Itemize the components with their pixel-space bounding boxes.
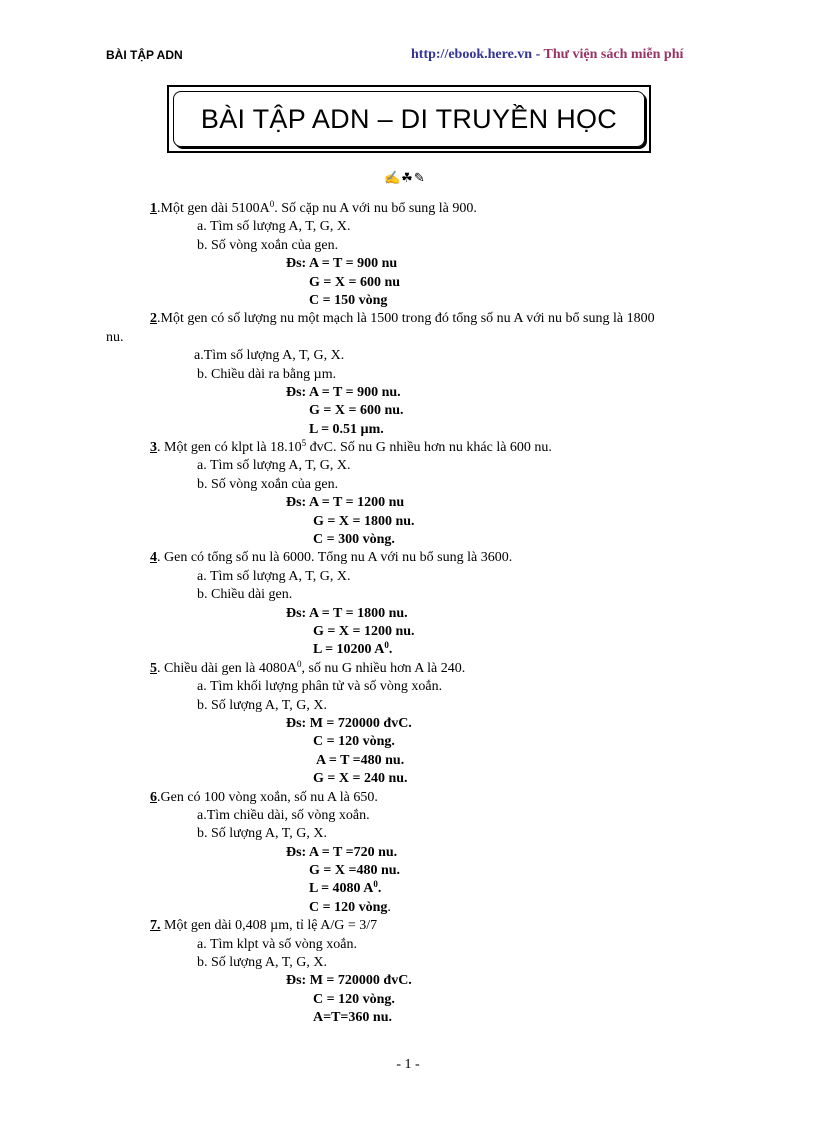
header-library-text: Thư viện sách miễn phí [543,47,684,62]
exercise-1-answer-2: G = X = 600 nu [309,274,401,290]
page-number: - 1 - [396,1057,420,1072]
exercise-2-question-cont: nu. [106,329,124,345]
answer-text-end: . [388,642,393,658]
exercise-7-part-b: b. Số lượng A, T, G, X. [197,955,327,971]
exercise-6-text: .Gen có 100 vòng xoắn, số nu A là 650. [157,789,378,805]
page-title: BÀI TẬP ADN – DI TRUYỀN HỌC [200,103,618,134]
exercise-5-answer-1: Đs: M = 720000 đvC. [286,715,412,731]
exercise-3-question [0,439,816,457]
superscript: 0 [296,658,302,669]
exercise-2-number: 2 [150,311,157,327]
exercise-1-answer-1: Đs: A = T = 900 nu [286,256,398,272]
exercise-6-number: 6 [150,789,157,805]
exercise-1-number: 1 [150,201,157,216]
exercise-3-part-a: a. Tìm số lượng A, T, G, X. [197,458,351,474]
exercise-7-answer-3: A=T=360 nu. [313,1010,392,1026]
answer-text: L = 10200 A [313,642,385,658]
exercise-3-number: 3 [150,440,157,456]
exercise-2-part-b: b. Chiều dài ra bằng µm. [197,366,337,382]
exercise-6-answer-3 [0,880,816,898]
exercise-3-text: . Một gen có klpt là 18.10 [157,440,302,456]
header-doc-title: BÀI TẬP ADN [106,48,183,62]
superscript: 0 [373,879,378,890]
answer-text-end: . [377,881,382,897]
exercise-5-number: 5 [150,660,157,676]
exercise-7-number: 7. [150,918,161,934]
exercise-6-answer-1: Đs: A = T =720 nu. [286,844,398,860]
exercise-6-question [0,789,816,807]
exercise-6-answer-2: G = X =480 nu. [309,863,401,879]
exercise-2-question [0,310,816,328]
exercise-3-answer-3: C = 300 vòng. [313,532,395,548]
exercise-1-text-end: . Số cặp nu A với nu bổ sung là 900. [274,201,477,216]
exercise-5-answer-4: G = X = 240 nu. [313,771,408,787]
header-website [411,47,683,63]
exercise-5-text-end: , số nu G nhiều hơn A là 240. [301,660,466,676]
exercise-4-number: 4 [150,550,157,566]
superscript: 0 [384,640,389,651]
exercise-7-question [0,917,816,935]
exercise-4-answer-1: Đs: A = T = 1800 nu. [286,605,408,621]
exercise-3-part-b: b. Số vòng xoắn của gen. [197,476,339,492]
exercise-7-answer-2: C = 120 vòng. [313,991,395,1007]
exercise-3-answer-2: G = X = 1800 nu. [313,513,415,529]
superscript: 0 [269,199,275,209]
exercise-7-text: Một gen dài 0,408 µm, tỉ lệ A/G = 3/7 [160,918,378,934]
answer-text: L = 4080 A [309,881,374,897]
title-frame [167,85,651,153]
exercise-1-answer-3: C = 150 vòng [309,292,388,308]
exercise-4-answer-2: G = X = 1200 nu. [313,623,415,639]
exercise-7-part-a: a. Tìm klpt và số vòng xoắn. [197,936,357,952]
exercise-5-text: . Chiều dài gen là 4080A [157,660,297,676]
exercise-4-part-a: a. Tìm số lượng A, T, G, X. [197,568,351,584]
exercise-2-answer-2: G = X = 600 nu. [309,403,404,419]
exercise-5-part-b: b. Số lượng A, T, G, X. [197,697,327,713]
exercise-5-answer-3: A = T =480 nu. [316,752,405,768]
exercise-1-part-b: b. Số vòng xoắn của gen. [197,237,339,253]
exercise-1-part-a: a. Tìm số lượng A, T, G, X. [197,219,351,235]
exercise-2-text: .Một gen có số lượng nu một mạch là 1500 trong đó tổng số nu A với nu bổ sung là 1800 [157,311,655,327]
exercise-2-part-a: a.Tìm số lượng A, T, G, X. [194,348,345,364]
exercise-3-text-end: đvC. Số nu G nhiều hơn nu khác là 600 nu. [306,440,552,456]
exercise-5-question [0,660,816,678]
header-url-link[interactable]: http://ebook.here.vn [411,47,533,62]
exercise-6-part-b: b. Số lượng A, T, G, X. [197,826,327,842]
ornament-icon: ✍☘✎ [384,170,426,185]
exercise-1-text: .Một gen dài 5100A [157,201,270,216]
exercise-list [0,200,816,1028]
exercise-1-question [0,200,816,218]
exercise-7-answer-1: Đs: M = 720000 đvC. [286,973,412,989]
answer-text: C = 120 vòng [309,899,388,915]
title-inner-frame [173,91,645,147]
exercise-4-answer-3 [0,641,816,659]
exercise-6-answer-4 [0,899,816,917]
exercise-4-part-b: b. Chiều dài gen. [197,587,293,603]
exercise-2-answer-1: Đs: A = T = 900 nu. [286,384,401,400]
answer-text-end: . [387,899,391,915]
exercise-3-answer-1: Đs: A = T = 1200 nu [286,495,405,511]
exercise-4-text: . Gen có tổng số nu là 6000. Tổng nu A với nu bổ sung là 3600. [157,550,513,566]
header-separator: - [532,47,544,62]
exercise-5-part-a: a. Tìm khối lượng phân tử và số vòng xoắn. [197,679,443,695]
superscript: 5 [301,438,307,449]
exercise-5-answer-2: C = 120 vòng. [313,734,395,750]
exercise-2-answer-3: L = 0.51 µm. [309,421,384,437]
exercise-6-part-a: a.Tìm chiều dài, số vòng xoắn. [197,807,370,823]
exercise-4-question [0,549,816,567]
